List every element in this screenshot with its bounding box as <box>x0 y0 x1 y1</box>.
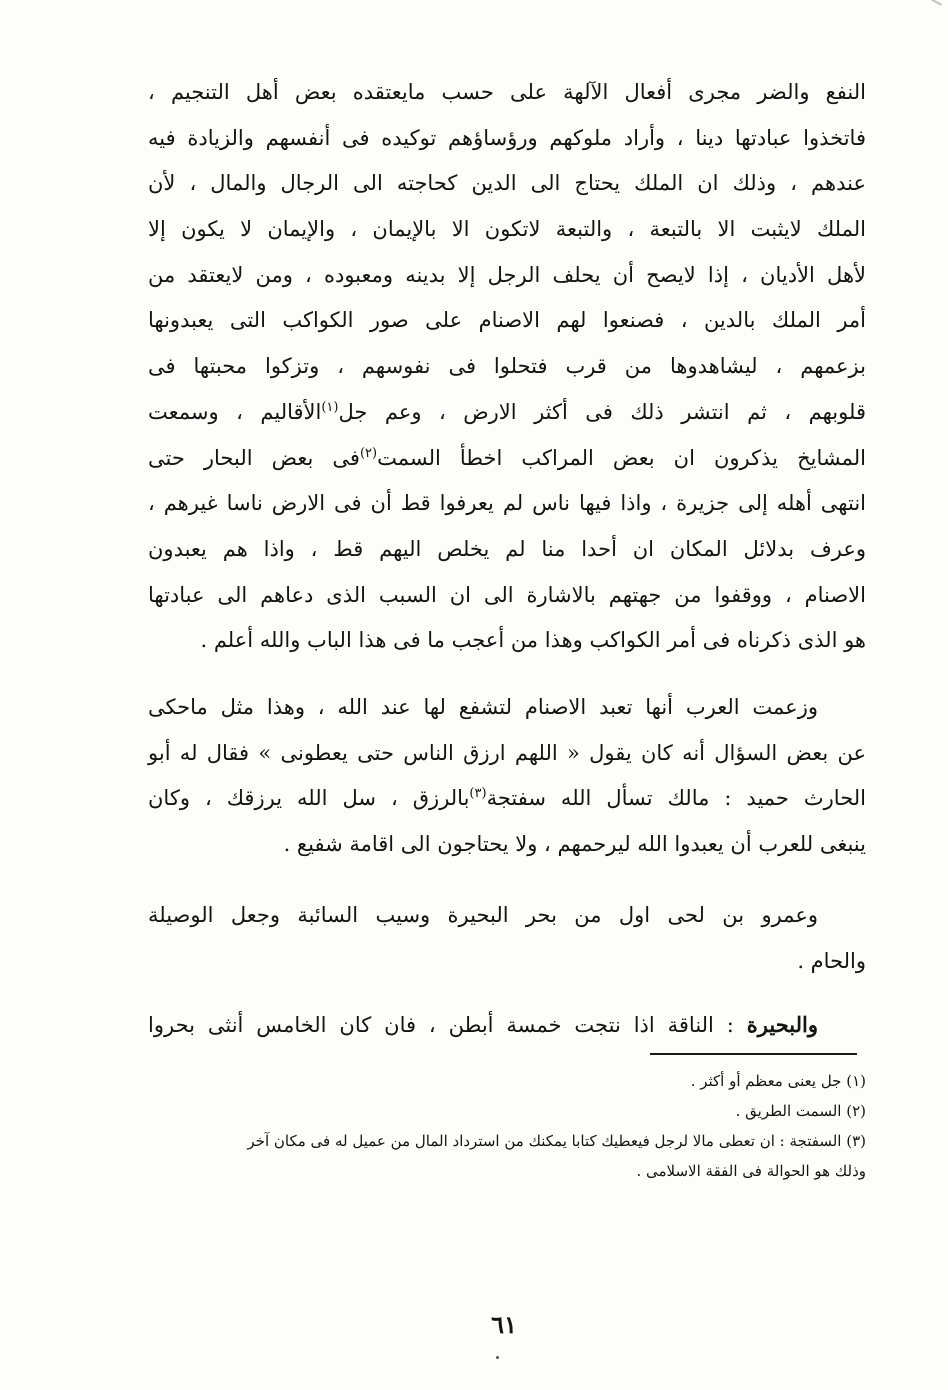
paragraph-4 <box>148 1002 866 1048</box>
text-segment: : الناقة اذا نتجت خمسة أبطن ، فان كان الخامس أنثى بحروا <box>148 1013 747 1037</box>
footnote-3: (٣) السفتجة : ان تعطى مالا لرجل فيعطيك كتابا يمكنك من استرداد المال من عميل له فى مكان آخر <box>247 1132 866 1150</box>
paragraph-1 <box>148 70 866 664</box>
text-segment: قلوبهم ، ثم انتشر ذلك فى أكثر الارض ، وعم جل <box>338 399 866 424</box>
footnote-ref-2: (٢) <box>359 445 378 461</box>
footnote-3-continued: وذلك هو الحوالة فى الفقة الاسلامى . <box>636 1162 866 1180</box>
text-line: انتهى أهله إلى جزيرة ، واذا فيها ناس لم يعرفوا قط أن فى الارض ناسا غيرهم ، <box>148 491 866 516</box>
text-line: وعرف بدلائل المكان ان أحدا منا لم يخلص اليهم قط ، واذا هم يعبدون <box>148 536 866 561</box>
footnotes <box>150 1066 866 1186</box>
corner-scan-mark <box>911 0 942 6</box>
text-segment: بالرزق ، سل الله يرزقك ، وكان <box>148 786 470 811</box>
paragraph-3 <box>148 893 866 984</box>
defined-term: والبحيرة <box>746 1012 818 1037</box>
footnote-ref-1: (١) <box>321 399 339 415</box>
text-line <box>148 776 866 822</box>
text-line: عندهم ، وذلك ان الملك يحتاج الى الدين كحاجته الى الرجال والمال ، لأن <box>148 171 866 196</box>
text-line: فاتخذوا عبادتها دينا ، وأراد ملوكهم ورؤساؤهم توكيده فى أنفسهم والزيادة فيه <box>148 125 866 150</box>
footnote-2: (٢) السمت الطريق . <box>735 1102 866 1120</box>
paragraph-2 <box>148 685 866 868</box>
text-line: أمر الملك بالدين ، فصنعوا لهم الاصنام على صور الكواكب التى يعبدونها <box>148 308 867 333</box>
text-line: الملك لايثبت الا بالتبعة ، والتبعة لاتكون الا بالإيمان ، والإيمان لا يكون إلا <box>148 217 866 242</box>
text-segment: المشايخ يذكرون ان بعض المراكب اخطأ السمت <box>377 445 866 470</box>
text-line: وعمرو بن لحى اول من بحر البحيرة وسيب السائبة وجعل الوصيلة <box>148 903 818 927</box>
scan-speck <box>496 1356 499 1359</box>
text-line <box>148 436 866 482</box>
text-line: ينبغى للعرب أن يعبدوا الله ليرحمهم ، ولا يحتاجون الى اقامة شفيع . <box>283 832 866 857</box>
text-line: لأهل الأديان ، إذا لايصح أن يحلف الرجل إلا بدينه ومعبوده ، ومن لايعتقد من <box>148 262 866 287</box>
footnote-1: (١) جل يعنى معظم أو أكثر . <box>690 1072 866 1090</box>
text-segment: الأقاليم ، وسمعت <box>148 399 322 424</box>
text-line <box>148 1002 866 1048</box>
text-line: هو الذى ذكرناه فى أمر الكواكب وهذا من أعجب ما فى هذا الباب والله أعلم . <box>200 628 866 653</box>
page-number: ٦١ <box>491 1310 517 1339</box>
footnote-ref-3: (٣) <box>469 786 487 802</box>
footnote-separator <box>650 1053 857 1055</box>
text-segment: فى بعض البحار حتى <box>148 445 360 470</box>
text-line: بزعمهم ، ليشاهدوها من قرب فتحلوا فى نفوسهم ، وتزكوا محبتها فى <box>148 354 866 379</box>
text-line: عن بعض السؤال أنه كان يقول « اللهم ارزق الناس حتى يعطونى » فقال له أبو <box>148 740 866 765</box>
text-line: وزعمت العرب أنها تعبد الاصنام لتشفع لها عند الله ، وهذا مثل ماحكى <box>148 695 818 719</box>
text-line: والحام . <box>797 948 866 973</box>
text-line: النفع والضر مجرى أفعال الآلهة على حسب مايعتقده بعض أهل التنجيم ، <box>148 80 866 104</box>
text-segment: الحارث حميد : مالك تسأل الله سفتجة <box>486 786 866 811</box>
text-line: الاصنام ، ووقفوا من جهتهم بالاشارة الى ان السبب الذى دعاهم الى عبادتها <box>148 582 866 607</box>
text-line <box>148 390 866 436</box>
